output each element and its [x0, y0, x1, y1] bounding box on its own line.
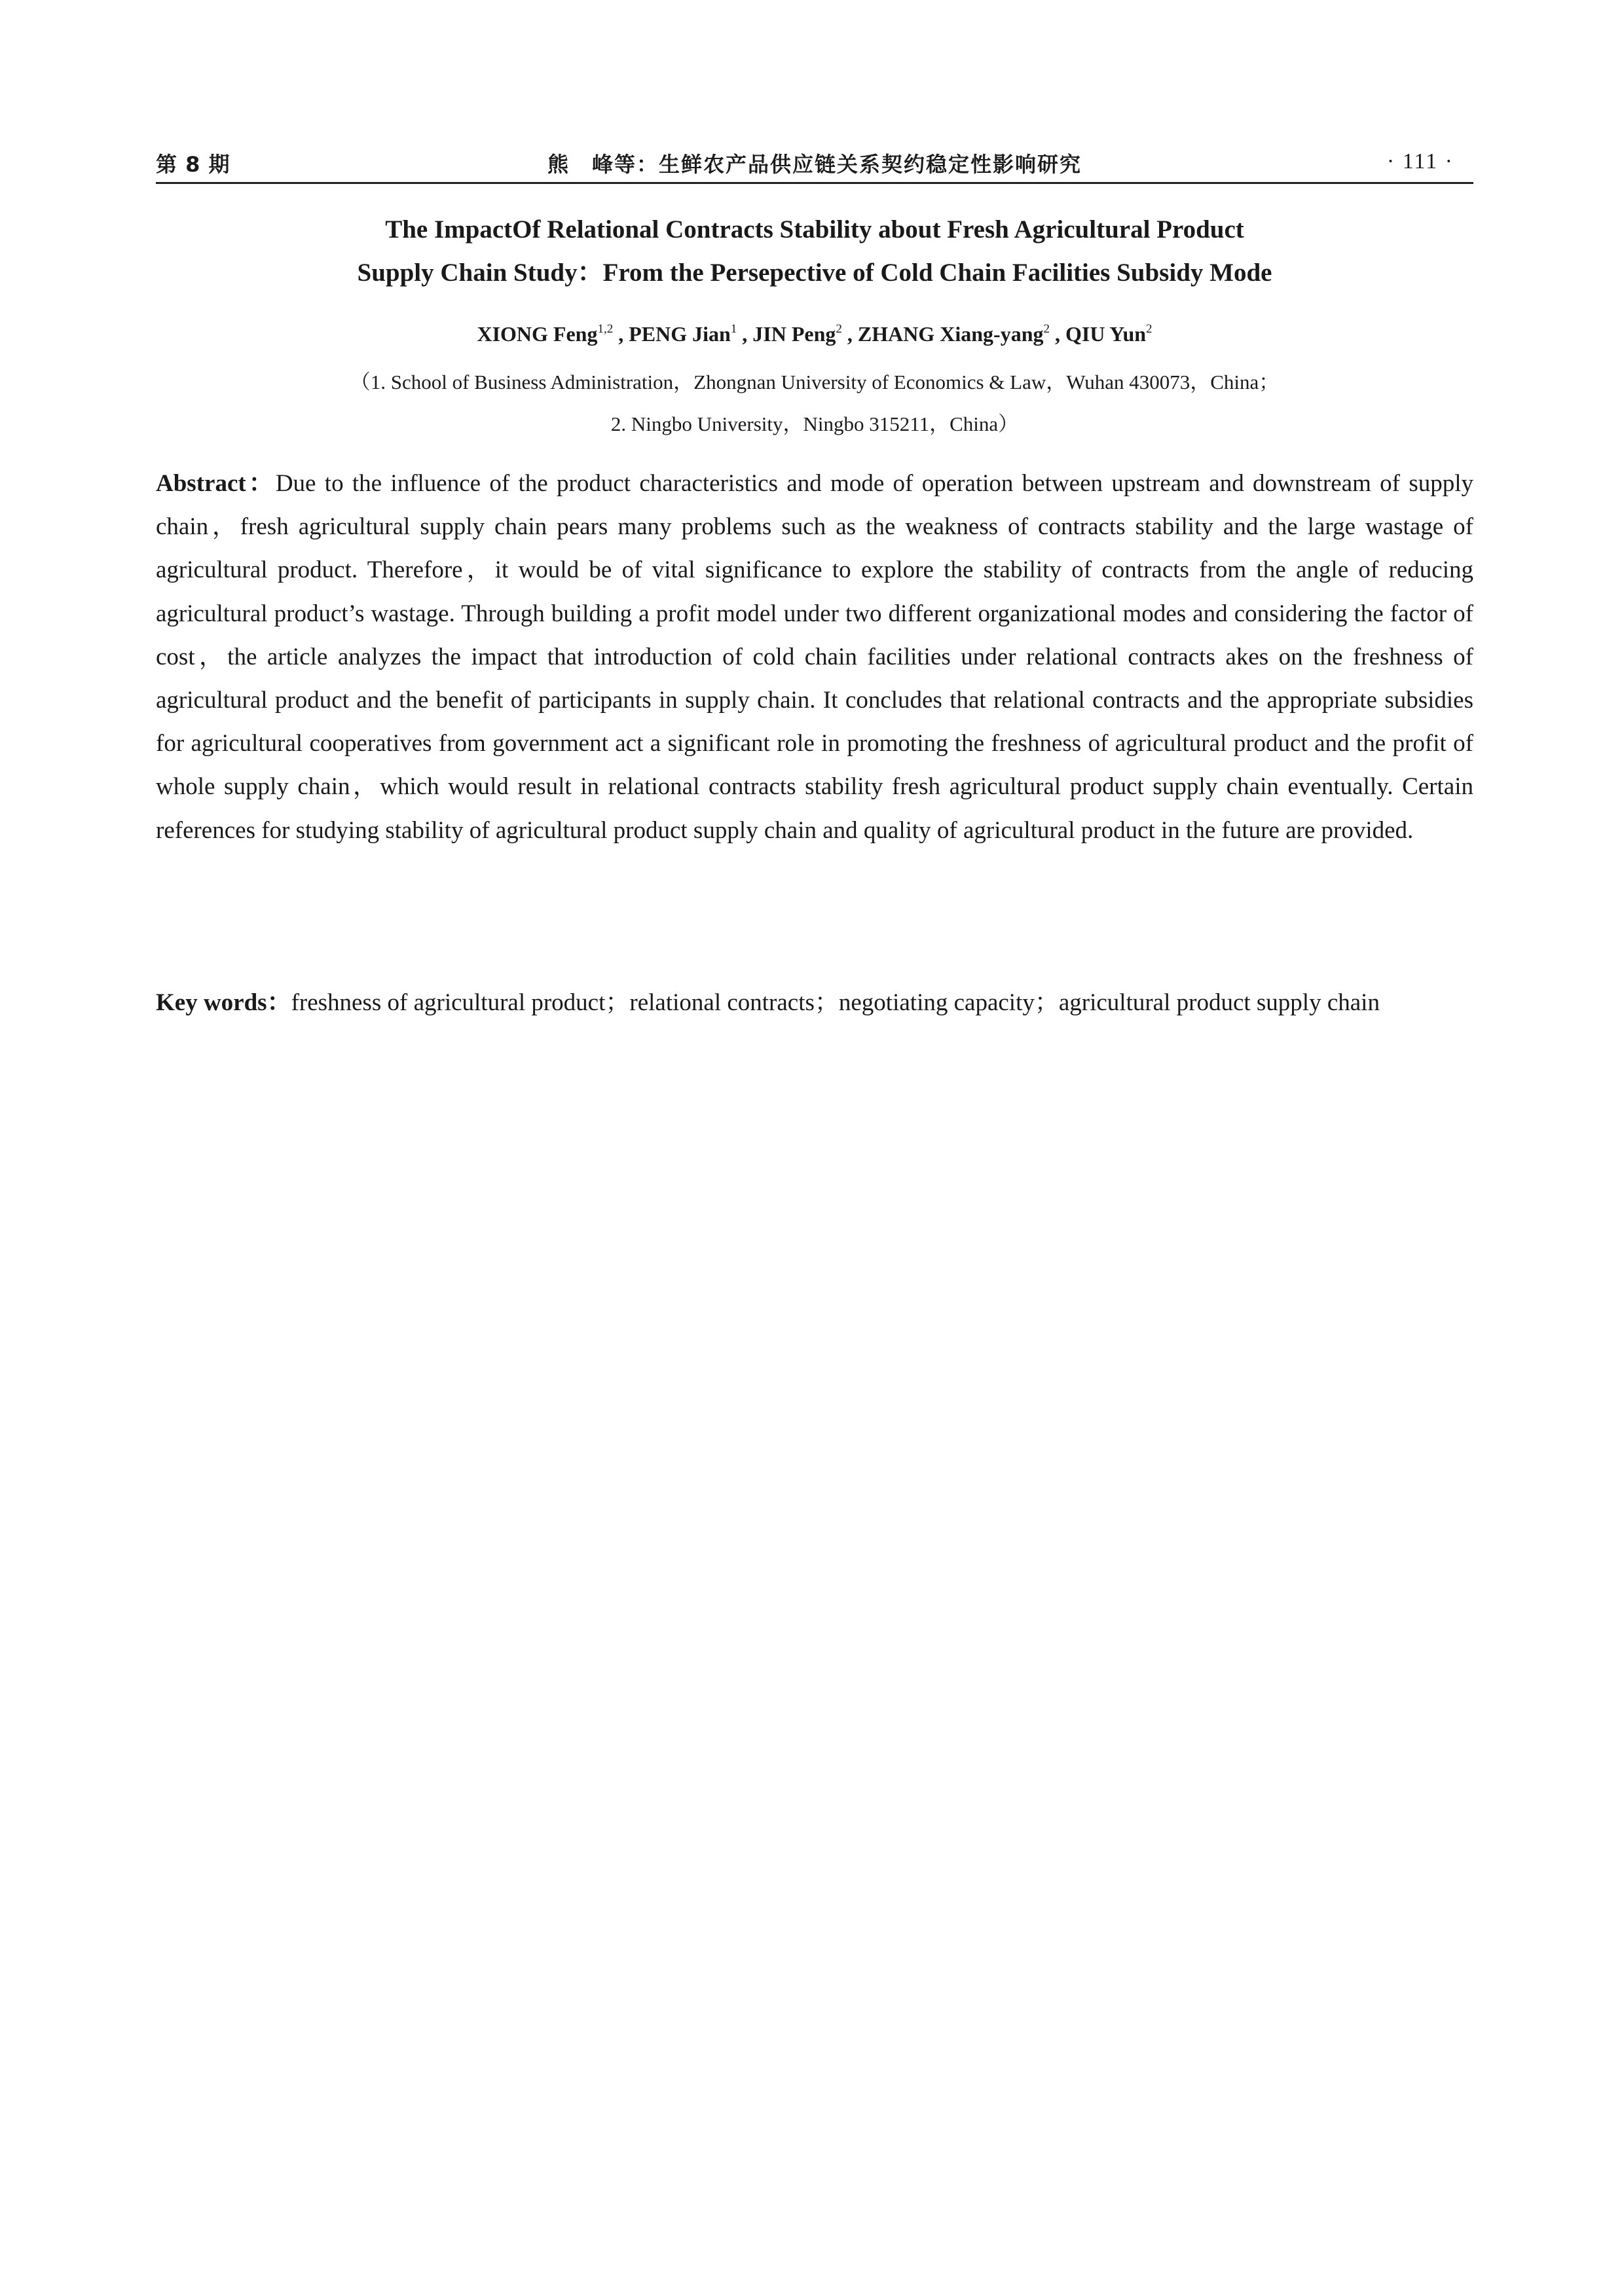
title-line-1: The ImpactOf Relational Contracts Stability about Fresh Agricultural Product	[385, 215, 1244, 244]
author-separator: ,	[841, 322, 858, 346]
author-affiliation-marker: 2	[836, 322, 842, 336]
author-name: ZHANG Xiang-yang	[857, 322, 1044, 346]
keywords-label: Key words：	[156, 989, 291, 1016]
keywords-text: freshness of agricultural product；relational contracts；negotiating capacity；agricultural product supply chain	[291, 989, 1380, 1016]
affiliation-line-2: 2. Ningbo University，Ningbo 315211，China）	[610, 412, 1019, 435]
paper-title	[156, 208, 1473, 295]
keywords	[156, 981, 1473, 1025]
author-affiliation-marker: 2	[1043, 322, 1050, 336]
page-number: · 111 ·	[1386, 149, 1454, 173]
author-name: QIU Yun	[1065, 322, 1147, 346]
author-list	[156, 322, 1473, 346]
author-separator: ,	[1050, 322, 1065, 346]
abstract	[156, 462, 1473, 852]
affiliations	[156, 361, 1473, 445]
running-title: 熊 峰等：生鲜农产品供应链关系契约稳定性影响研究	[547, 152, 1082, 177]
author-name: JIN Peng	[752, 322, 836, 346]
abstract-label: Abstract：	[156, 470, 276, 497]
author-separator: ,	[737, 322, 753, 346]
abstract-text: Due to the influence of the product characteristics and mode of operation between upstream and downstream of supply chain，fresh agricultural supply chain pears many problems such as the weakness of contracts stability and the large wastage of agricultural product. Therefore，it would be of vital significance to explore the stability of contracts from the angle of reducing agricultural product’s wastage. Through building a profit model under two different organizational modes and considering the factor of cost，the article analyzes the impact that introduction of cold chain facilities under relational contracts akes on the freshness of agricultural product and the benefit of participants in supply chain. It concludes that relational contracts and the appropriate subsidies for agricultural cooperatives from government act a significant role in promoting the freshness of agricultural product and the profit of whole supply chain，which would result in relational contracts stability fresh agricultural product supply chain eventually. Certain references for studying stability of agricultural product supply chain and quality of agricultural product in the future are provided.	[156, 470, 1473, 844]
author-affiliation-marker: 1,2	[597, 322, 614, 336]
title-line-2: Supply Chain Study：From the Persepective of Cold Chain Facilities Subsidy Mode	[357, 259, 1272, 287]
issue-number: 第 8 期	[156, 152, 231, 177]
author-name: XIONG Feng	[477, 322, 598, 346]
author-affiliation-marker: 2	[1146, 322, 1153, 336]
author-affiliation-marker: 1	[730, 322, 737, 336]
author-separator: ,	[613, 322, 629, 346]
page	[156, 0, 1473, 2296]
affiliation-line-1: （1. School of Business Administration，Zhongnan University of Economics & Law，Wuhan 430073，China；	[350, 371, 1280, 393]
running-header	[156, 145, 1473, 184]
author-name: PENG Jian	[629, 322, 731, 346]
